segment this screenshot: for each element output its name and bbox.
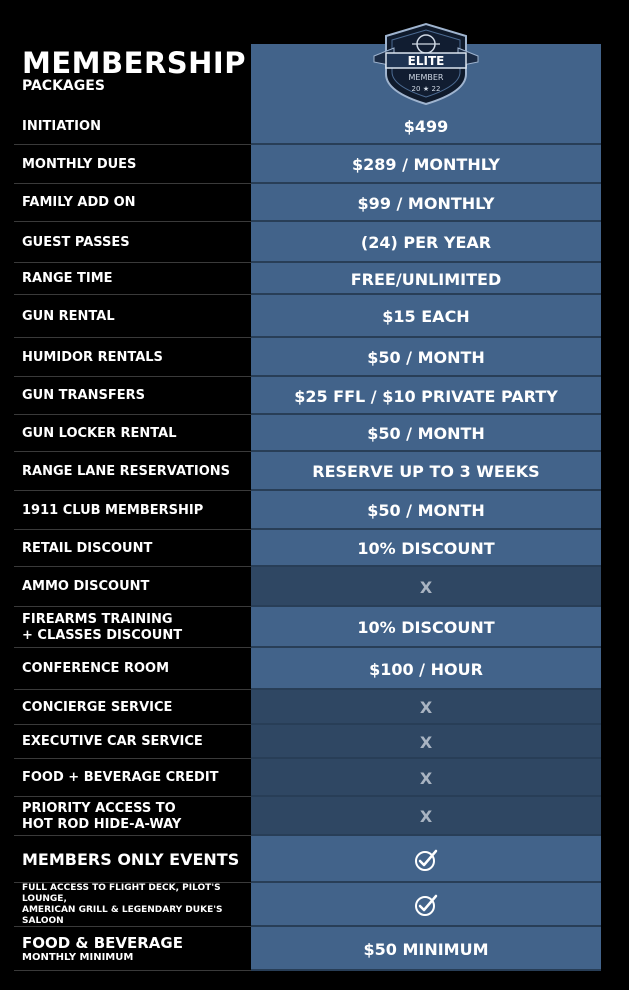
row-label xyxy=(22,338,248,377)
row-label-line1: FIREARMS TRAINING xyxy=(22,611,173,627)
badge-elite-text: ELITE xyxy=(407,54,445,68)
row-value: $15 EACH xyxy=(382,307,470,326)
row-label xyxy=(22,797,248,836)
row-label xyxy=(22,452,248,491)
not-included-mark: X xyxy=(251,759,601,797)
row-label-line1: CONCIERGE SERVICE xyxy=(22,699,173,715)
row-value: 10% DISCOUNT xyxy=(357,539,495,558)
table-row xyxy=(0,452,601,491)
table-row xyxy=(0,263,601,295)
table-row xyxy=(0,338,601,377)
row-label-line1: AMMO DISCOUNT xyxy=(22,579,150,594)
badge-year-left: 20 xyxy=(411,85,421,93)
table-row xyxy=(0,108,601,145)
check-circle-icon xyxy=(251,883,601,927)
row-value: $100 / HOUR xyxy=(369,659,483,679)
table-row xyxy=(0,883,601,927)
row-label xyxy=(22,415,248,452)
table-row xyxy=(0,567,601,607)
row-label xyxy=(22,759,248,797)
row-label-line2: + CLASSES DISCOUNT xyxy=(22,627,183,643)
row-value: $50 / MONTH xyxy=(367,501,485,520)
table-row xyxy=(0,797,601,836)
row-label-line1: FAMILY ADD ON xyxy=(22,195,136,210)
row-label-line1: CONFERENCE ROOM xyxy=(22,661,169,676)
row-value: RESERVE UP TO 3 WEEKS xyxy=(312,462,540,481)
row-label-line1: RANGE LANE RESERVATIONS xyxy=(22,463,231,479)
row-value: $50 / MONTH xyxy=(367,348,485,367)
row-label-line1: PRIORITY ACCESS TO xyxy=(22,800,176,816)
row-label xyxy=(22,530,248,567)
row-label-line1: EXECUTIVE CAR SERVICE xyxy=(22,734,203,749)
table-row xyxy=(0,690,601,725)
not-included-mark: X xyxy=(251,725,601,759)
row-label-line2: MONTHLY MINIMUM xyxy=(22,951,134,963)
row-value: $99 / MONTHLY xyxy=(357,193,495,213)
row-label xyxy=(22,222,248,263)
table-row xyxy=(0,648,601,690)
row-label-line1: MONTHLY DUES xyxy=(22,156,137,172)
row-label-line2: AMERICAN GRILL & LEGENDARY DUKE'S SALOON xyxy=(22,905,223,926)
table-row xyxy=(0,295,601,338)
row-label-line1: GUN LOCKER RENTAL xyxy=(22,425,177,441)
row-label xyxy=(22,883,248,927)
row-label xyxy=(22,567,248,607)
row-label xyxy=(22,491,248,530)
table-row xyxy=(0,377,601,415)
badge-year-right: 22 xyxy=(431,85,441,93)
badge-star-icon: ★ xyxy=(422,85,430,93)
title-block xyxy=(22,48,246,94)
row-label-line1: FOOD + BEVERAGE CREDIT xyxy=(22,770,219,785)
table-row xyxy=(0,836,601,883)
not-included-mark: X xyxy=(251,797,601,836)
row-value: $499 xyxy=(403,117,449,136)
table-row xyxy=(0,607,601,648)
row-label-line1: RETAIL DISCOUNT xyxy=(22,540,153,556)
row-label xyxy=(22,295,248,338)
row-label xyxy=(22,145,248,184)
row-label-line1: 1911 CLUB MEMBERSHIP xyxy=(22,502,204,518)
table-row xyxy=(0,184,601,222)
not-included-mark: X xyxy=(251,567,601,607)
not-included-mark: X xyxy=(251,690,601,725)
row-label xyxy=(22,927,248,971)
elite-member-badge-icon xyxy=(372,22,480,106)
page-title: MEMBERSHIP xyxy=(22,46,246,80)
table-row xyxy=(0,530,601,567)
row-label-line1: INITIATION xyxy=(22,118,101,134)
value-divider xyxy=(251,969,601,971)
row-label xyxy=(22,725,248,759)
table-row xyxy=(0,927,601,971)
row-value: (24) PER YEAR xyxy=(360,233,492,252)
row-value: 10% DISCOUNT xyxy=(357,618,495,637)
table-row xyxy=(0,415,601,452)
row-label-line1: MEMBERS ONLY EVENTS xyxy=(22,849,240,869)
row-label-line2: HOT ROD HIDE-A-WAY xyxy=(22,816,182,832)
row-value: $289 / MONTHLY xyxy=(351,155,501,174)
page-subtitle: PACKAGES xyxy=(22,78,105,94)
row-label xyxy=(22,263,248,295)
row-label xyxy=(22,377,248,415)
row-label-line1: GUN RENTAL xyxy=(22,308,115,324)
row-label-line1: GUN TRANSFERS xyxy=(22,388,145,403)
table-row xyxy=(0,725,601,759)
row-label xyxy=(22,184,248,222)
row-value: $25 FFL / $10 PRIVATE PARTY xyxy=(294,386,558,406)
table-row xyxy=(0,145,601,184)
row-value: $50 MINIMUM xyxy=(363,939,489,959)
badge-member-text: MEMBER xyxy=(408,73,444,82)
table-row xyxy=(0,491,601,530)
row-label-line1: HUMIDOR RENTALS xyxy=(22,349,163,365)
row-label xyxy=(22,836,248,883)
check-circle-icon xyxy=(251,836,601,883)
table-row xyxy=(0,759,601,797)
row-label xyxy=(22,648,248,690)
row-value: FREE/UNLIMITED xyxy=(350,269,502,289)
row-label xyxy=(22,108,248,145)
row-label-line1: FOOD & BEVERAGE xyxy=(22,933,183,952)
row-label-line1: FULL ACCESS TO FLIGHT DECK, PILOT'S LOUNGE, xyxy=(22,883,221,904)
table-row xyxy=(0,222,601,263)
row-label xyxy=(22,690,248,725)
row-label xyxy=(22,607,248,648)
row-value: $50 / MONTH xyxy=(367,424,485,443)
row-label-line1: RANGE TIME xyxy=(22,271,113,286)
row-label-line1: GUEST PASSES xyxy=(22,234,130,250)
